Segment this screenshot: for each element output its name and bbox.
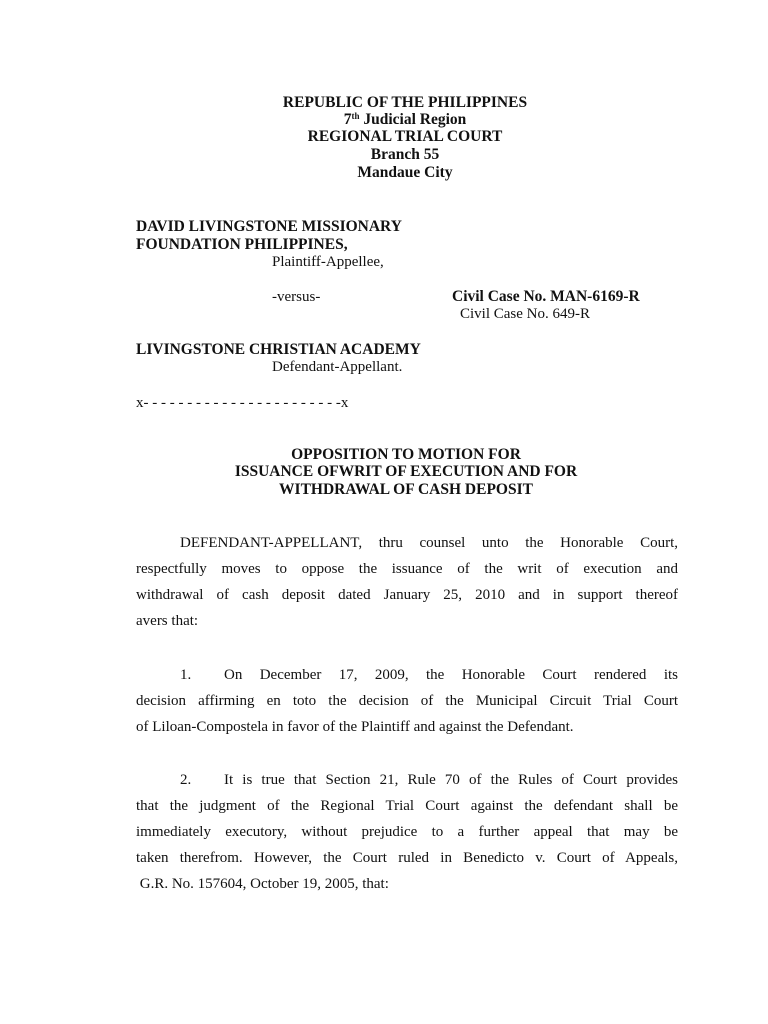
- item2-line: immediately executory, without prejudice to a further appeal that may be: [136, 824, 678, 840]
- region-suffix: th: [351, 111, 360, 121]
- caption-republic: REPUBLIC OF THE PHILIPPINES: [282, 94, 528, 111]
- caption-judicial-region: [0, 111, 768, 128]
- item1-line: of Liloan-Compostela in favor of the Plaintiff and against the Defendant.: [136, 719, 574, 735]
- case-number-main: Civil Case No. MAN-6169-R: [452, 288, 640, 305]
- case-number-sub: Civil Case No. 649-R: [460, 306, 590, 322]
- versus-label: -versus-: [272, 289, 321, 305]
- intro-line: avers that:: [136, 613, 199, 629]
- plaintiff-name-line1: DAVID LIVINGSTONE MISSIONARY: [136, 218, 402, 235]
- item2-line: It is true that Section 21, Rule 70 of the Rules of Court provides: [224, 772, 678, 788]
- intro-line: respectfully moves to oppose the issuance of the writ of execution and: [136, 561, 678, 577]
- item1-first-line: [136, 662, 678, 688]
- plaintiff-name-line2: FOUNDATION PHILIPPINES,: [136, 236, 348, 253]
- item2-first-line: [136, 767, 678, 793]
- item1-line: decision affirming en toto the decision of the Municipal Circuit Trial Court: [136, 693, 678, 709]
- item1-number: 1.: [180, 667, 192, 683]
- caption-branch: Branch 55: [370, 146, 440, 163]
- caption-court: REGIONAL TRIAL COURT: [307, 128, 503, 145]
- item2-line: G.R. No. 157604, October 19, 2005, that:: [136, 876, 389, 892]
- intro-line: withdrawal of cash deposit dated January 25, 2010 and in support thereof: [136, 587, 678, 603]
- caption-city: Mandaue City: [357, 164, 453, 181]
- document-title-line2: ISSUANCE OFWRIT OF EXECUTION AND FOR: [234, 463, 578, 480]
- defendant-role: Defendant-Appellant.: [272, 359, 403, 375]
- item2-line: that the judgment of the Regional Trial Court against the defendant shall be: [136, 798, 678, 814]
- item2-line: taken therefrom. However, the Court ruled in Benedicto v. Court of Appeals,: [136, 850, 678, 866]
- caption-separator: x- - - - - - - - - - - - - - - - - - - - - - -x: [136, 395, 349, 411]
- defendant-name: LIVINGSTONE CHRISTIAN ACADEMY: [136, 341, 421, 358]
- region-text: Judicial Region: [359, 111, 467, 128]
- intro-line: DEFENDANT-APPELLANT, thru counsel unto the Honorable Court,: [180, 535, 678, 551]
- document-title-line1: OPPOSITION TO MOTION FOR: [291, 446, 521, 463]
- document-title-line3: WITHDRAWAL OF CASH DEPOSIT: [279, 481, 533, 498]
- region-number: 7: [343, 111, 352, 128]
- intro-paragraph: [136, 530, 678, 634]
- paragraph-item-1: [136, 662, 678, 740]
- item1-line: On December 17, 2009, the Honorable Court rendered its: [224, 667, 678, 683]
- paragraph-item-2: [136, 767, 678, 897]
- plaintiff-role: Plaintiff-Appellee,: [272, 254, 384, 270]
- item2-number: 2.: [180, 772, 192, 788]
